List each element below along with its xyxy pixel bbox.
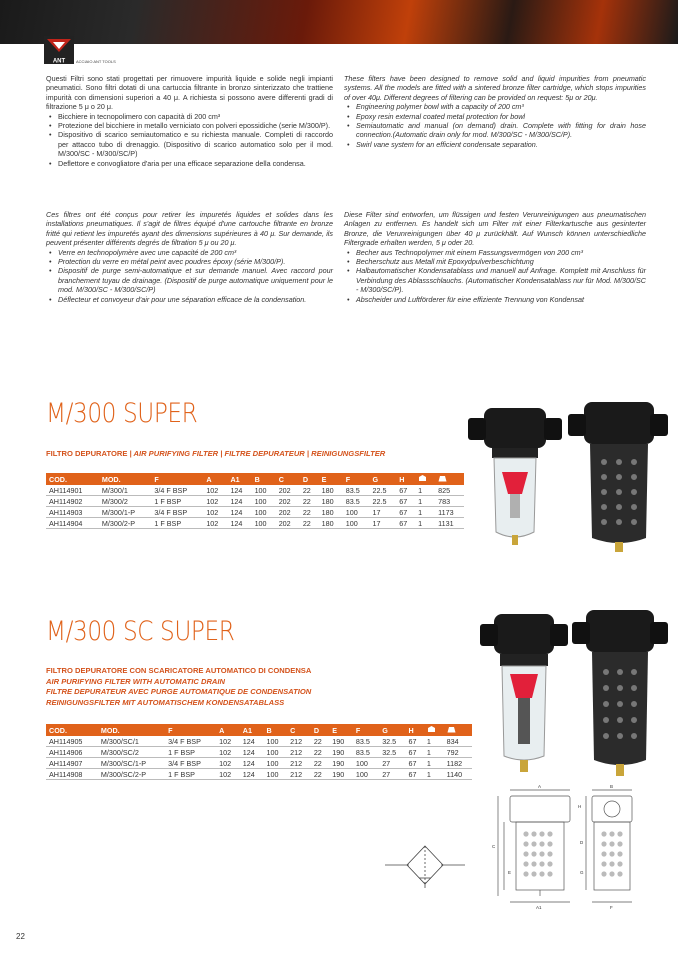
column-header: E	[319, 473, 343, 485]
table-cell: 792	[444, 747, 472, 758]
table-cell: 17	[370, 507, 397, 518]
table-cell: 83.5	[353, 747, 379, 758]
table-cell: 202	[276, 485, 300, 496]
table-cell: 1	[415, 507, 435, 518]
table-cell: 180	[319, 485, 343, 496]
table-cell: 1	[424, 758, 444, 769]
column-header: E	[329, 724, 353, 736]
table-row	[46, 758, 472, 769]
table-cell: 180	[319, 507, 343, 518]
table-cell: 124	[227, 485, 251, 496]
weight-icon	[444, 724, 472, 736]
subtitle-separator: |	[218, 449, 225, 458]
table-cell: 27	[379, 769, 405, 780]
table-cell: 1140	[444, 769, 472, 780]
table-cell: 124	[227, 496, 251, 507]
weight-icon	[435, 473, 464, 485]
dim-label-b: B	[610, 784, 614, 789]
dim-label-d: D	[580, 840, 584, 845]
table-cell: 100	[353, 758, 379, 769]
column-header: A	[216, 724, 240, 736]
column-header: F	[353, 724, 379, 736]
table-cell: 3/4 F BSP	[151, 485, 203, 496]
column-header: G	[370, 473, 397, 485]
subtitle-separator: |	[127, 449, 134, 458]
table-cell: 22.5	[370, 496, 397, 507]
table-cell: M/300/1	[99, 485, 152, 496]
table-cell: 3/4 F BSP	[165, 736, 216, 747]
table-cell: 100	[263, 769, 287, 780]
intro-de-bullet: • Abscheider und Luftförderer für eine effiziente Trennung von Kondensat	[356, 295, 646, 304]
table-cell: 202	[276, 507, 300, 518]
table-cell: 1 F BSP	[151, 518, 203, 529]
table-cell: 825	[435, 485, 464, 496]
table-cell: 124	[240, 758, 264, 769]
table-cell: AH114902	[46, 496, 99, 507]
page-number: 22	[16, 932, 25, 941]
table-cell: AH114903	[46, 507, 99, 518]
table-cell: 180	[319, 518, 343, 529]
subtitle-en: AIR PURIFYING FILTER WITH AUTOMATIC DRAIN	[46, 676, 226, 686]
column-header: H	[396, 473, 415, 485]
table-cell: 102	[203, 507, 227, 518]
intro-de	[344, 210, 646, 304]
intro-fr-paragraph: Ces filtres ont été conçus pour retirer les impuretés liquides et solides dans les installations pneumatiques. Il s'agit de filtres équipé d'une cartouche filtrante en bronze fritté qui retient les impuretés ayant des dimensions supérieures à 40 μ. Sur demande, ils peuvent présenter différents degrés de filtration 5 μ ou 20 μ.	[46, 210, 333, 248]
intro-de-bullet: • Becherschutz aus Metall mit Epoxydpulverbeschichtung	[356, 257, 646, 266]
column-header: F	[165, 724, 216, 736]
table-cell: 22	[300, 507, 319, 518]
table-cell: M/300/2	[99, 496, 152, 507]
intro-fr-bullet: • Dispositif de purge semi-automatique et sur demande manuel. Avec raccord pour branchement tuyau de drainage. (Dispositif de purge automatique uniquement pour le mod. M/300/SC - M/300/SC/P)	[58, 266, 333, 294]
table-cell: 67	[405, 747, 423, 758]
table-header-row	[46, 473, 464, 485]
table-cell: 124	[240, 769, 264, 780]
column-header: F	[151, 473, 203, 485]
table-cell: 202	[276, 518, 300, 529]
subtitle-it: FILTRO DEPURATORE	[46, 449, 128, 458]
table-cell: 102	[216, 736, 240, 747]
table-cell: 22	[311, 747, 329, 758]
technical-drawing	[482, 784, 662, 914]
column-header: COD.	[46, 473, 99, 485]
column-header: C	[287, 724, 311, 736]
column-header: A1	[240, 724, 264, 736]
table-cell: 102	[203, 496, 227, 507]
intro-it-bullet: • Deflettore e convogliatore d'aria per una efficace separazione della condensa.	[58, 159, 333, 168]
table-cell: 22.5	[370, 485, 397, 496]
table-cell: 32.5	[379, 736, 405, 747]
dim-label-a1: A1	[536, 905, 542, 910]
spec-table-section2	[46, 724, 472, 780]
table-cell: AH114904	[46, 518, 99, 529]
table-cell: AH114905	[46, 736, 98, 747]
filter-symbol-icon	[385, 840, 465, 890]
table-cell: 124	[227, 518, 251, 529]
table-cell: M/300/2-P	[99, 518, 152, 529]
table-cell: 1 F BSP	[151, 496, 203, 507]
table-cell: 100	[263, 758, 287, 769]
subtitle-de: REINIGUNGSFILTER	[311, 449, 386, 458]
table-cell: 202	[276, 496, 300, 507]
intro-de-bullet: • Halbautomatischer Kondensatablass und manuell auf Anfrage. Komplett mit Anschluss für Verbindung des Ablassschlauchs. (Automatischer Kondensatablass nur für Mod. M/300/SC - M/300/SC/P).	[356, 266, 646, 294]
section1-subtitle	[46, 449, 385, 460]
intro-it	[46, 74, 333, 168]
dim-label-e: E	[508, 870, 512, 875]
table-cell: 212	[287, 758, 311, 769]
intro-en-bullet: • Epoxy resin external coated metal protection for bowl	[356, 112, 646, 121]
table-cell: 124	[227, 507, 251, 518]
table-cell: 102	[216, 758, 240, 769]
table-cell: 102	[203, 485, 227, 496]
brand-logo-icon	[44, 36, 74, 64]
table-row	[46, 485, 464, 496]
table-cell: 67	[405, 736, 423, 747]
table-cell: 22	[311, 758, 329, 769]
table-cell: 32.5	[379, 747, 405, 758]
table-cell: 102	[203, 518, 227, 529]
table-cell: 190	[329, 758, 353, 769]
intro-de-bullet: • Becher aus Technopolymer mit einem Fassungsvermögen von 200 cm³	[356, 248, 646, 257]
subtitle-de: REINIGUNGSFILTER MIT AUTOMATISCHEM KONDENSATABLASS	[46, 697, 285, 707]
table-cell: M/300/SC/2-P	[98, 769, 165, 780]
table-cell: 212	[287, 736, 311, 747]
table-cell: 83.5	[343, 485, 370, 496]
intro-it-bullet: • Protezione del bicchiere in metallo verniciato con polveri epossidiche (serie M/300/P).	[58, 121, 333, 130]
table-cell: AH114908	[46, 769, 98, 780]
table-cell: 67	[405, 769, 423, 780]
table-cell: 100	[252, 485, 276, 496]
intro-en	[344, 74, 646, 149]
table-cell: 67	[396, 518, 415, 529]
table-cell: AH114907	[46, 758, 98, 769]
table-cell: 190	[329, 747, 353, 758]
table-row	[46, 747, 472, 758]
subtitle-fr: FILTRE DEPURATEUR AVEC PURGE AUTOMATIQUE DE CONDENSATION	[46, 687, 312, 696]
column-header: G	[379, 724, 405, 736]
column-header: D	[300, 473, 319, 485]
table-cell: 83.5	[353, 736, 379, 747]
table-cell: 100	[252, 518, 276, 529]
table-cell: 22	[300, 518, 319, 529]
intro-fr-bullet: • Déflecteur et convoyeur d'air pour une séparation efficace de la condensation.	[58, 295, 333, 304]
intro-fr	[46, 210, 333, 304]
table-cell: 3/4 F BSP	[165, 758, 216, 769]
table-row	[46, 736, 472, 747]
table-cell: AH114906	[46, 747, 98, 758]
column-header: C	[276, 473, 300, 485]
section2-title: M/300 SC SUPER	[46, 616, 235, 647]
product-image-m300	[464, 402, 674, 554]
table-cell: 1 F BSP	[165, 747, 216, 758]
subtitle-it: FILTRO DEPURATORE CON SCARICATORE AUTOMATICO DI CONDENSA	[46, 666, 312, 675]
table-cell: 212	[287, 747, 311, 758]
product-image-m300-sc	[474, 610, 674, 790]
table-cell: 180	[319, 496, 343, 507]
subtitle-separator: |	[304, 449, 312, 458]
table-cell: 783	[435, 496, 464, 507]
dim-label-a: A	[538, 784, 542, 789]
table-cell: 1	[415, 518, 435, 529]
table-cell: 22	[311, 736, 329, 747]
column-header: B	[263, 724, 287, 736]
table-cell: 190	[329, 736, 353, 747]
table-cell: 102	[216, 769, 240, 780]
column-header: A1	[227, 473, 251, 485]
section1-title: M/300 SUPER	[46, 398, 198, 429]
table-cell: 1	[424, 769, 444, 780]
table-cell: 1131	[435, 518, 464, 529]
column-header: COD.	[46, 724, 98, 736]
table-cell: 27	[379, 758, 405, 769]
table-cell: 100	[263, 736, 287, 747]
table-cell: M/300/1-P	[99, 507, 152, 518]
column-header: A	[203, 473, 227, 485]
spec-table-section1	[46, 473, 464, 529]
header-banner	[0, 0, 678, 44]
column-header: D	[311, 724, 329, 736]
table-cell: 83.5	[343, 496, 370, 507]
table-cell: 100	[263, 747, 287, 758]
table-cell: 100	[353, 769, 379, 780]
table-row	[46, 769, 472, 780]
dim-label-g: G	[580, 870, 584, 875]
column-header: B	[252, 473, 276, 485]
table-cell: 67	[405, 758, 423, 769]
svg-text:ANT: ANT	[52, 58, 66, 64]
intro-de-paragraph: Diese Filter sind entworfen, um flüssigen und festen Verunreinigungen aus pneumatischen Anlagen zu entfernen. Es handelt sich um Filter mit einer Filterkartusche aus gesinterter Bronze, die Verunreinigungen über 40 μ zurückhält. Auf Wunsch können unterschiedliche Filtergrade erhalten werden, 5 μ oder 20.	[344, 210, 646, 248]
packaging-icon	[415, 473, 435, 485]
table-cell: M/300/SC/2	[98, 747, 165, 758]
intro-it-bullet: • Bicchiere in tecnopolimero con capacità di 200 cm³	[58, 112, 333, 121]
table-cell: M/300/SC/1-P	[98, 758, 165, 769]
dim-label-c: C	[492, 844, 496, 849]
table-cell: 22	[300, 485, 319, 496]
table-row	[46, 496, 464, 507]
intro-fr-bullet: • Verre en technopolymère avec une capacité de 200 cm³	[58, 248, 333, 257]
table-cell: 124	[240, 736, 264, 747]
column-header: MOD.	[98, 724, 165, 736]
table-header-row	[46, 724, 472, 736]
subtitle-fr: FILTRE DEPURATEUR	[224, 449, 305, 458]
column-header: H	[405, 724, 423, 736]
table-cell: 834	[444, 736, 472, 747]
intro-en-bullet: • Engineering polymer bowl with a capacity of 200 cm³	[356, 102, 646, 111]
table-cell: AH114901	[46, 485, 99, 496]
table-cell: 67	[396, 496, 415, 507]
table-cell: 1	[415, 485, 435, 496]
table-cell: 100	[252, 507, 276, 518]
table-cell: M/300/SC/1	[98, 736, 165, 747]
table-cell: 100	[343, 518, 370, 529]
table-cell: 22	[311, 769, 329, 780]
dim-label-f: F	[610, 905, 613, 910]
table-cell: 212	[287, 769, 311, 780]
intro-it-paragraph: Questi Filtri sono stati progettati per rimuovere impurità liquide e solide negli impianti pneumatici. Sono filtri dotati di una cartuccia filtrante in bronzo sinterizzato che trattiene impurità con dimensioni superiori a 40 μ. A richiesta si possono avere differenti gradi di filtrazione 5 μ o 20 μ.	[46, 74, 333, 112]
table-cell: 1	[415, 496, 435, 507]
table-cell: 67	[396, 485, 415, 496]
table-cell: 102	[216, 747, 240, 758]
table-cell: 1	[424, 747, 444, 758]
table-row	[46, 507, 464, 518]
table-cell: 124	[240, 747, 264, 758]
table-cell: 100	[252, 496, 276, 507]
dim-label-h: H	[578, 804, 582, 809]
table-cell: 1	[424, 736, 444, 747]
table-cell: 1173	[435, 507, 464, 518]
packaging-icon	[424, 724, 444, 736]
intro-en-bullet: • Semiautomatic and manual (on demand) drain. Complete with fitting for drain hose connection.(Automatic drain only for mod. M/300/SC - M/300/SC/P).	[356, 121, 646, 140]
table-cell: 1182	[444, 758, 472, 769]
table-cell: 1 F BSP	[165, 769, 216, 780]
table-cell: 17	[370, 518, 397, 529]
table-cell: 3/4 F BSP	[151, 507, 203, 518]
column-header: MOD.	[99, 473, 152, 485]
column-header: F	[343, 473, 370, 485]
section2-subtitles	[46, 666, 311, 708]
table-row	[46, 518, 464, 529]
brand-logo-text: ACCIAIO ANT TOOLS	[76, 59, 116, 64]
intro-en-bullet: • Swirl vane system for an efficient condensate separation.	[356, 140, 646, 149]
subtitle-en: AIR PURIFYING FILTER	[133, 449, 219, 458]
table-cell: 22	[300, 496, 319, 507]
table-cell: 100	[343, 507, 370, 518]
intro-fr-bullet: • Protection du verre en métal peint avec poudres époxy (série M/300/P).	[58, 257, 333, 266]
intro-en-paragraph: These filters have been designed to remove solid and liquid impurities from pneumatic systems. All the models are fitted with a sintered bronze filter cartridge, which stops impurities of over 40μ. Different degrees of filtering can be provided on request: 5μ or 20μ.	[344, 74, 646, 102]
table-cell: 67	[396, 507, 415, 518]
intro-it-bullet: • Dispositivo di scarico semiautomatico e su richiesta manuale. Completi di raccordo per attacco tubo di drenaggio. (Dispositivo di scarico automatico solo per il mod. M/300/SC - M/300/SC/P)	[58, 130, 333, 158]
table-cell: 190	[329, 769, 353, 780]
